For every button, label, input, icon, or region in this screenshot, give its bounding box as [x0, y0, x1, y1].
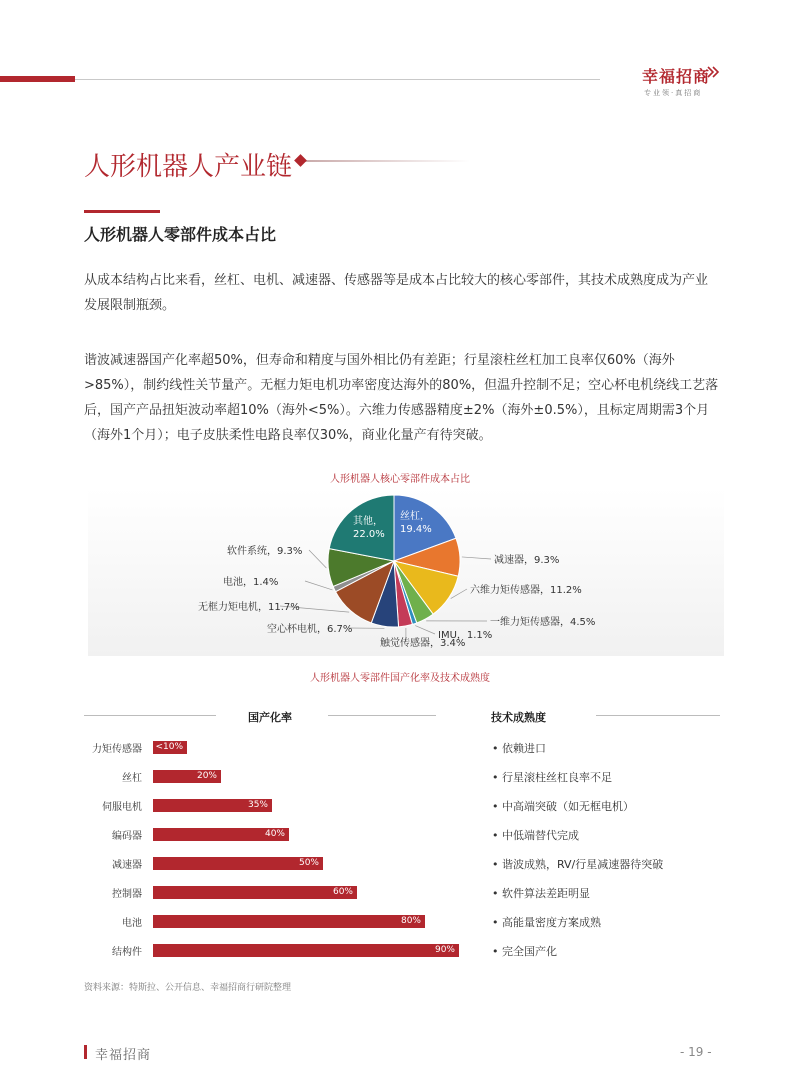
pie-slice-label: 电池，1.4% [223, 577, 279, 588]
localization-rate-header: 国产化率 [248, 711, 292, 724]
pie-slice-label: 其他， [353, 516, 383, 527]
maturity-item: • 谐波成熟，RV/行星减速器待突破 [492, 858, 664, 871]
pie-leader-line [462, 557, 491, 559]
pie-slice-label: 一维力矩传感器，4.5% [490, 617, 596, 628]
header-rule-right [596, 715, 720, 716]
maturity-item: • 完全国产化 [492, 945, 557, 958]
bar-value-label: <10% [155, 742, 183, 752]
bar-category-label: 结构件 [112, 947, 142, 958]
pie-chart-title: 人形机器人核心零部件成本占比 [330, 474, 470, 485]
section-title: 人形机器人产业链 [84, 152, 293, 182]
pie-slice-label: 无框力矩电机，11.7% [198, 602, 300, 613]
maturity-item: • 依赖进口 [492, 742, 546, 755]
bar-value-label: 50% [298, 858, 319, 868]
page-number: - 19 - [680, 1045, 712, 1059]
maturity-item: • 软件算法差距明显 [492, 887, 590, 900]
bar [153, 770, 221, 783]
pie-slice-label: 触觉传感器，3.4% [380, 638, 466, 649]
header-accent-bar [0, 76, 75, 82]
subsection-title: 人形机器人零部件成本占比 [84, 225, 277, 244]
pie-slice-value: 19.4% [400, 524, 432, 535]
bar [153, 857, 323, 870]
bar-value-label: 90% [434, 945, 455, 955]
brand-tagline: 专业领·真招商 [644, 89, 703, 97]
pie-slice-label: IMU，1.1% [438, 630, 493, 641]
header-rule-mid [328, 715, 436, 716]
bar-category-label: 力矩传感器 [92, 744, 142, 755]
bar-category-label: 减速器 [112, 860, 142, 871]
logo-mark-icon [706, 65, 720, 79]
bar [153, 828, 289, 841]
bar-category-label: 编码器 [112, 831, 142, 842]
pie-slice-label: 软件系统，9.3% [227, 546, 303, 557]
bar-value-label: 20% [196, 771, 217, 781]
diamond-icon [294, 154, 307, 167]
bar-value-label: 80% [400, 916, 421, 926]
pie-slice-label: 六维力矩传感器，11.2% [470, 585, 582, 596]
section-title-rule [300, 160, 470, 162]
source-note: 资料来源：特斯拉、公开信息、幸福招商行研院整理 [84, 983, 292, 993]
bar-category-label: 控制器 [112, 889, 142, 900]
maturity-item: • 中高端突破（如无框电机） [492, 800, 634, 813]
maturity-item: • 高能量密度方案成熟 [492, 916, 601, 929]
pie-leader-line [309, 550, 326, 568]
maturity-item: • 中低端替代完成 [492, 829, 579, 842]
subtitle-accent-bar [84, 210, 160, 213]
bar-category-label: 丝杠 [122, 773, 142, 784]
header-divider [75, 79, 600, 80]
bar [153, 799, 272, 812]
bar [153, 944, 459, 957]
bar-category-label: 电池 [122, 918, 142, 929]
pie-leader-line [305, 581, 332, 590]
pie-slice-label: 减速器，9.3% [494, 555, 560, 566]
pie-leader-line [415, 626, 435, 634]
bar [153, 886, 357, 899]
pie-slice-label: 空心杯电机，6.7% [267, 624, 353, 635]
paragraph-intro: 从成本结构占比来看，丝杠、电机、减速器、传感器等是成本占比较大的核心零部件，其技术成熟度成为产业发展限制瓶颈。 [84, 273, 709, 313]
header-rule-left [84, 715, 216, 716]
maturity-header: 技术成熟度 [491, 711, 546, 724]
bar-value-label: 60% [332, 887, 353, 897]
bar-chart-title: 人形机器人零部件国产化率及技术成熟度 [310, 673, 490, 684]
bar-category-label: 伺服电机 [102, 802, 142, 813]
pie-slice-label: 丝杠， [400, 511, 430, 522]
bar [153, 915, 425, 928]
footer-accent-bar [84, 1045, 87, 1059]
bar-value-label: 35% [247, 800, 268, 810]
pie-chart [0, 488, 800, 658]
pie-slice-value: 22.0% [353, 529, 385, 540]
brand-logo: 幸福招商 [642, 67, 711, 86]
footer-brand: 幸福招商 [95, 1048, 152, 1063]
bar [153, 741, 187, 754]
bar-value-label: 40% [264, 829, 285, 839]
paragraph-detail: 谐波减速器国产化率超50%，但寿命和精度与国外相比仍有差距；行星滚柱丝杠加工良率仅60%（海外>85%），制约线性关节量产。无框力矩电机功率密度达海外的80%，但温升控制不足；空心杯电机绕线工艺落后，国产产品扭矩波动率超10%（海外<5%）。六维力传感器精度±2%（海外±0.5%），且标定周期需3个月（海外1个月）；电子皮肤柔性电路良率仅30%，商业化量产有待突破。 [84, 353, 719, 443]
maturity-item: • 行星滚柱丝杠良率不足 [492, 771, 612, 784]
